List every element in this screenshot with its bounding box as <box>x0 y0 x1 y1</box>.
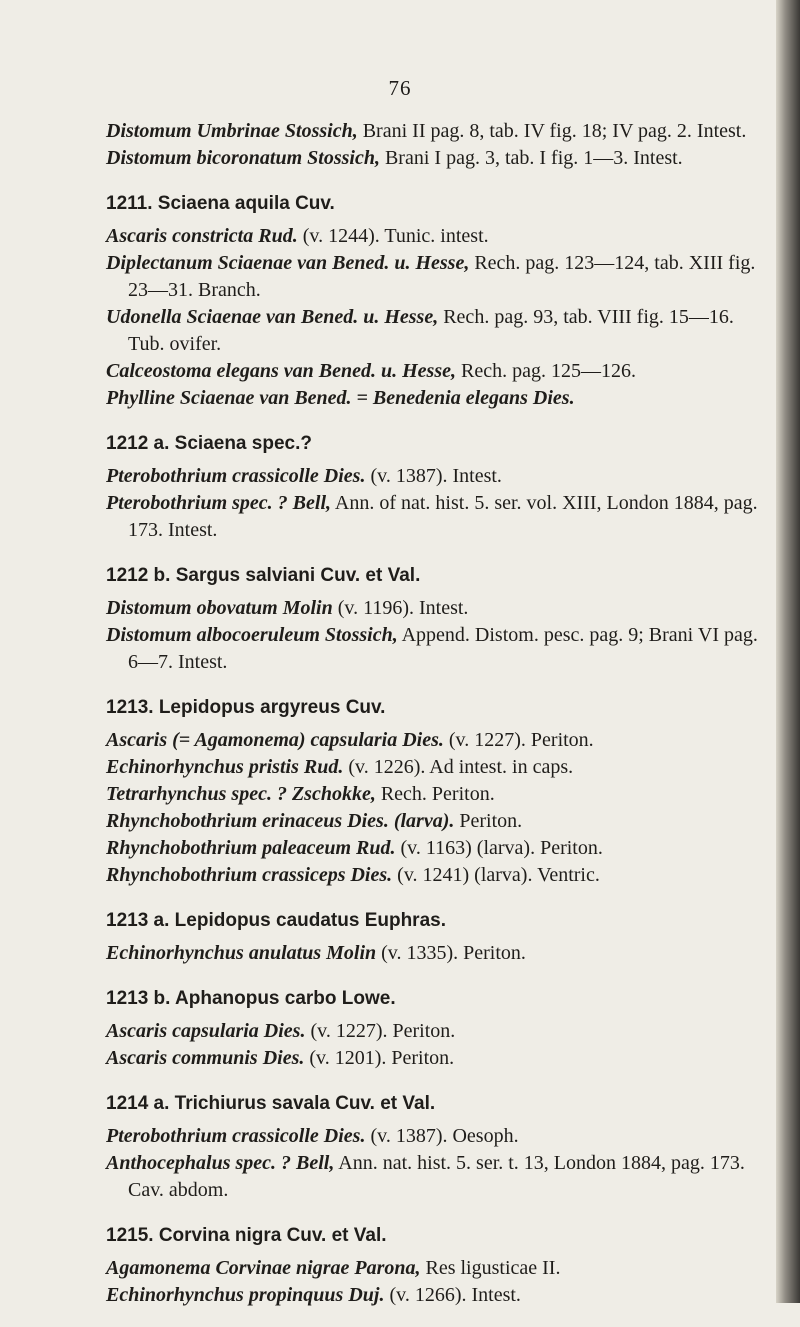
reference-text: (v. 1244). Tunic. intest. <box>297 225 489 247</box>
host-heading: 1213 b. Aphanopus carbo Lowe. <box>106 988 396 1009</box>
reference-text: Ann. nat. hist. 5. ser. t. 13, London 1884, pag. 173. Cav. abdom. <box>128 1152 745 1201</box>
list-item <box>106 304 766 358</box>
taxon-name: Ascaris capsularia Dies. <box>106 1020 306 1042</box>
taxon-name: Distomum albocoeruleum Stossich, <box>106 624 398 646</box>
taxon-name: Pterobothrium crassicolle Dies. <box>106 465 366 487</box>
host-heading: 1215. Corvina nigra Cuv. et Val. <box>106 1225 387 1246</box>
list-item <box>106 145 766 172</box>
list-item <box>106 1123 766 1150</box>
reference-text: (v. 1201). Periton. <box>304 1047 455 1069</box>
list-item <box>106 1255 766 1282</box>
taxon-name: Distomum obovatum Molin <box>106 597 333 619</box>
list-item <box>106 490 766 544</box>
taxon-name: Ascaris constricta Rud. <box>106 225 298 247</box>
list-item <box>106 223 766 250</box>
taxon-name: Echinorhynchus anulatus Molin <box>106 942 377 964</box>
taxon-name: Ascaris communis Dies. <box>106 1047 305 1069</box>
host-heading: 1213 a. Lepidopus caudatus Euphras. <box>106 910 446 931</box>
reference-text: (v. 1163) (larva). Periton. <box>395 837 603 859</box>
taxon-name: Diplectanum Sciaenae van Bened. u. Hesse, <box>106 252 470 274</box>
list-item <box>106 862 766 889</box>
page-number: 76 <box>388 76 412 100</box>
list-item <box>106 118 766 145</box>
host-heading: 1213. Lepidopus argyreus Cuv. <box>106 697 386 718</box>
reference-text: Append. Distom. pesc. pag. 9; Brani VI pag. 6—7. Intest. <box>128 624 758 673</box>
list-item <box>106 940 766 967</box>
host-section-1215 <box>106 1222 766 1309</box>
list-item <box>106 595 766 622</box>
list-item <box>106 754 766 781</box>
taxon-name: Rhynchobothrium erinaceus Dies. (larva). <box>106 810 455 832</box>
reference-text: (v. 1387). Intest. <box>365 465 502 487</box>
host-heading: 1214 a. Trichiurus savala Cuv. et Val. <box>106 1093 436 1114</box>
taxon-name: Echinorhynchus propinquus Duj. <box>106 1284 385 1306</box>
taxon-name: Ascaris (= Agamonema) capsularia Dies. <box>106 729 444 751</box>
reference-text: (v. 1266). Intest. <box>384 1284 521 1306</box>
list-item <box>106 385 766 412</box>
taxon-name: Pterobothrium crassicolle Dies. <box>106 1125 366 1147</box>
taxon-name: Calceostoma elegans van Bened. u. Hesse, <box>106 360 456 382</box>
taxon-name: Distomum Umbrinae Stossich, <box>106 120 358 142</box>
page-edge-shadow <box>776 0 800 1303</box>
reference-text: (v. 1387). Oesoph. <box>365 1125 519 1147</box>
list-item <box>106 358 766 385</box>
reference-text: Ann. of nat. hist. 5. ser. vol. XIII, London 1884, pag. 173. Intest. <box>128 492 758 541</box>
taxon-name: Rhynchobothrium crassiceps Dies. <box>106 864 393 886</box>
page-content <box>106 118 766 1327</box>
reference-text: Periton. <box>454 810 523 832</box>
host-heading: 1211. Sciaena aquila Cuv. <box>106 193 335 214</box>
list-item <box>106 835 766 862</box>
list-item <box>106 727 766 754</box>
intro-entries <box>106 118 766 172</box>
host-section-1213 <box>106 694 766 889</box>
reference-text: Rech. pag. 123—124, tab. XIII fig. 23—31. Branch. <box>128 252 756 301</box>
reference-text: Brani II pag. 8, tab. IV fig. 18; IV pag. 2. Intest. <box>357 120 747 142</box>
host-section-1212b <box>106 562 766 676</box>
list-item <box>106 622 766 676</box>
host-section-1214a <box>106 1090 766 1204</box>
reference-text: (v. 1335). Periton. <box>376 942 526 964</box>
reference-text: (v. 1241) (larva). Ventric. <box>392 864 600 886</box>
taxon-name: Pterobothrium spec. ? Bell, <box>106 492 331 514</box>
reference-text: (v. 1196). Intest. <box>332 597 469 619</box>
reference-text: (v. 1227). Periton. <box>443 729 594 751</box>
host-heading: 1212 b. Sargus salviani Cuv. et Val. <box>106 565 421 586</box>
list-item <box>106 463 766 490</box>
reference-text: Rech. pag. 93, tab. VIII fig. 15—16. Tub. ovifer. <box>128 306 734 355</box>
list-item <box>106 250 766 304</box>
host-section-1213b <box>106 985 766 1072</box>
host-section-1212a <box>106 430 766 544</box>
list-item <box>106 781 766 808</box>
host-heading: 1212 a. Sciaena spec.? <box>106 433 312 454</box>
taxon-name: Phylline Sciaenae van Bened. = Benedenia elegans Dies. <box>106 387 575 409</box>
taxon-name: Anthocephalus spec. ? Bell, <box>106 1152 335 1174</box>
list-item <box>106 1018 766 1045</box>
reference-text: Brani I pag. 3, tab. I fig. 1—3. Intest. <box>379 147 683 169</box>
reference-text: Rech. pag. 125—126. <box>455 360 636 382</box>
host-section-1213a <box>106 907 766 967</box>
taxon-name: Agamonema Corvinae nigrae Parona, <box>106 1257 421 1279</box>
host-section-1211 <box>106 190 766 412</box>
list-item <box>106 1150 766 1204</box>
reference-text: (v. 1226). Ad intest. in caps. <box>343 756 574 778</box>
taxon-name: Tetrarhynchus spec. ? Zschokke, <box>106 783 376 805</box>
taxon-name: Udonella Sciaenae van Bened. u. Hesse, <box>106 306 439 328</box>
reference-text: (v. 1227). Periton. <box>305 1020 456 1042</box>
reference-text: Res ligusticae II. <box>420 1257 561 1279</box>
taxon-name: Rhynchobothrium paleaceum Rud. <box>106 837 396 859</box>
list-item <box>106 1045 766 1072</box>
reference-text: Rech. Periton. <box>375 783 495 805</box>
list-item <box>106 808 766 835</box>
taxon-name: Distomum bicoronatum Stossich, <box>106 147 380 169</box>
list-item <box>106 1282 766 1309</box>
taxon-name: Echinorhynchus pristis Rud. <box>106 756 344 778</box>
